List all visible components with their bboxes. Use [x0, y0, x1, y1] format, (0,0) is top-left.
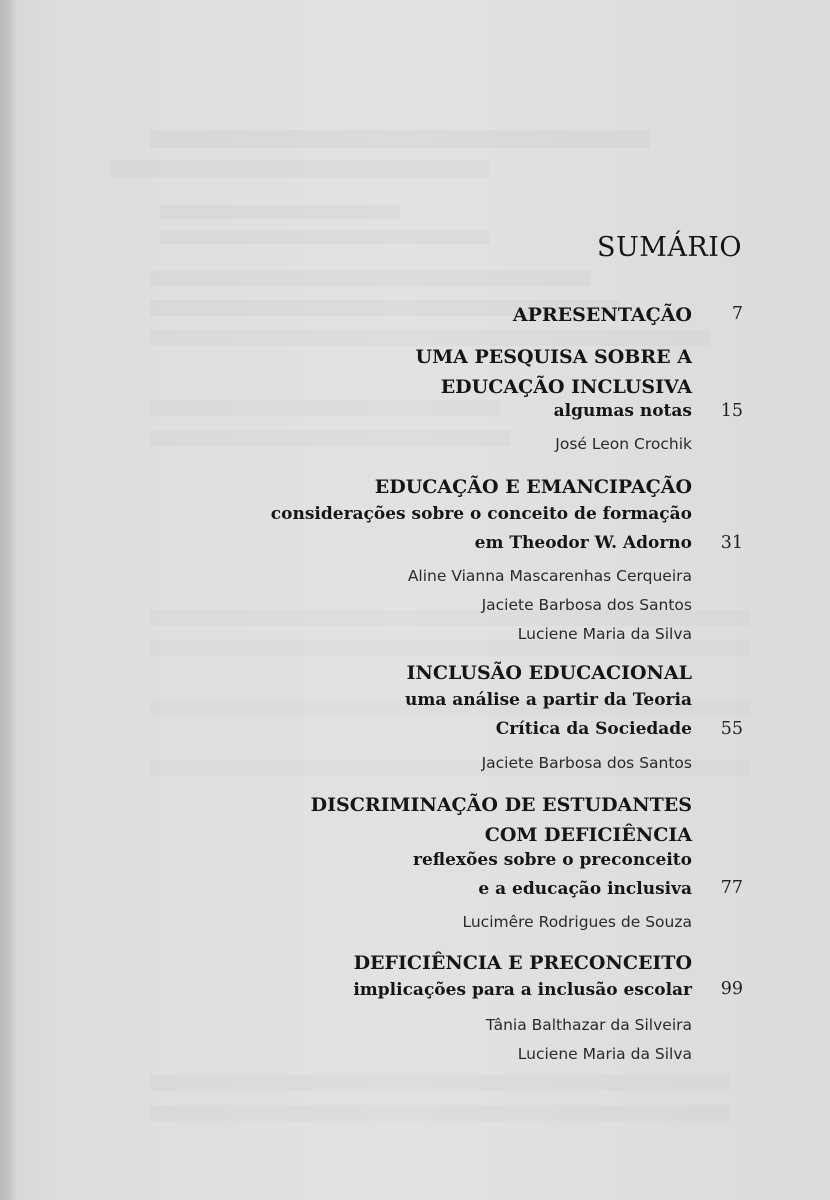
show-through-block	[150, 270, 590, 286]
toc-page-number: 15	[720, 401, 743, 421]
page-title: SUMÁRIO	[596, 232, 742, 263]
show-through-block	[160, 205, 400, 219]
author-name: José Leon Crochik	[555, 435, 692, 453]
show-through-block	[150, 400, 500, 416]
toc-entry-title	[354, 948, 692, 978]
toc-entry-subtitle-line: Crítica da Sociedade	[495, 719, 692, 739]
toc-page-number: 99	[720, 979, 743, 999]
toc-entry-title	[375, 472, 692, 502]
author-name: Lucimêre Rodrigues de Souza	[462, 913, 692, 931]
spine-shadow	[0, 0, 16, 1200]
author-name: Aline Vianna Mascarenhas Cerqueira	[407, 567, 692, 585]
toc-entry-title	[416, 342, 693, 402]
toc-entry-subtitle-line: implicações para a inclusão escolar	[353, 980, 692, 1000]
toc-entry-subtitle-line: algumas notas	[553, 401, 692, 421]
author-name: Tânia Balthazar da Silveira	[485, 1016, 692, 1034]
toc-entry-title-line: INCLUSÃO EDUCACIONAL	[406, 662, 692, 684]
author-name: Jaciete Barbosa dos Santos	[481, 596, 692, 614]
toc-entry-title-line: COM DEFICIÊNCIA	[484, 824, 692, 846]
toc-page-number: 55	[720, 719, 743, 739]
toc-entry-title-line: DEFICIÊNCIA E PRECONCEITO	[353, 952, 692, 974]
toc-entry-title-line: DISCRIMINAÇÃO DE ESTUDANTES	[310, 794, 692, 816]
show-through-block	[150, 1105, 730, 1121]
toc-entry-title-line: UMA PESQUISA SOBRE A	[415, 346, 692, 368]
toc-entry-subtitle	[271, 500, 692, 558]
toc-page-number: 77	[720, 878, 743, 898]
toc-entry-authors	[486, 1011, 692, 1069]
toc-entry-subtitle	[554, 397, 692, 426]
author-name: Jaciete Barbosa dos Santos	[481, 754, 692, 772]
toc-entry-authors	[482, 749, 692, 778]
show-through-block	[150, 430, 510, 446]
author-name: Luciene Maria da Silva	[517, 1045, 692, 1063]
toc-page-number: 7	[731, 304, 743, 324]
toc-entry-subtitle-line: e a educação inclusiva	[478, 879, 692, 899]
toc-entry-subtitle	[413, 846, 692, 904]
toc-entry-subtitle-line: em Theodor W. Adorno	[474, 533, 692, 553]
show-through-block	[150, 1075, 730, 1091]
toc-entry-subtitle-line: reflexões sobre o preconceito	[413, 850, 692, 870]
toc-page-number: 31	[720, 533, 743, 553]
toc-entry-subtitle	[405, 686, 692, 744]
toc-entry-authors	[555, 430, 692, 459]
toc-entry-subtitle-line: considerações sobre o conceito de formação	[270, 504, 692, 524]
toc-entry-title	[311, 790, 692, 850]
toc-entry-title-line: APRESENTAÇÃO	[512, 304, 692, 326]
show-through-block	[160, 230, 490, 244]
toc-entry-title	[407, 658, 692, 688]
toc-entry-subtitle-line: uma análise a partir da Teoria	[405, 690, 692, 710]
show-through-block	[150, 130, 650, 148]
author-name: Luciene Maria da Silva	[517, 625, 692, 643]
toc-entry-authors	[462, 908, 692, 937]
toc-entry-title	[513, 300, 692, 330]
show-through-block	[110, 160, 490, 178]
toc-entry-title-line: EDUCAÇÃO E EMANCIPAÇÃO	[374, 476, 692, 498]
toc-entry-authors	[408, 562, 692, 649]
toc-entry-title-line: EDUCAÇÃO INCLUSIVA	[440, 376, 692, 398]
toc-entry-subtitle	[353, 976, 692, 1005]
